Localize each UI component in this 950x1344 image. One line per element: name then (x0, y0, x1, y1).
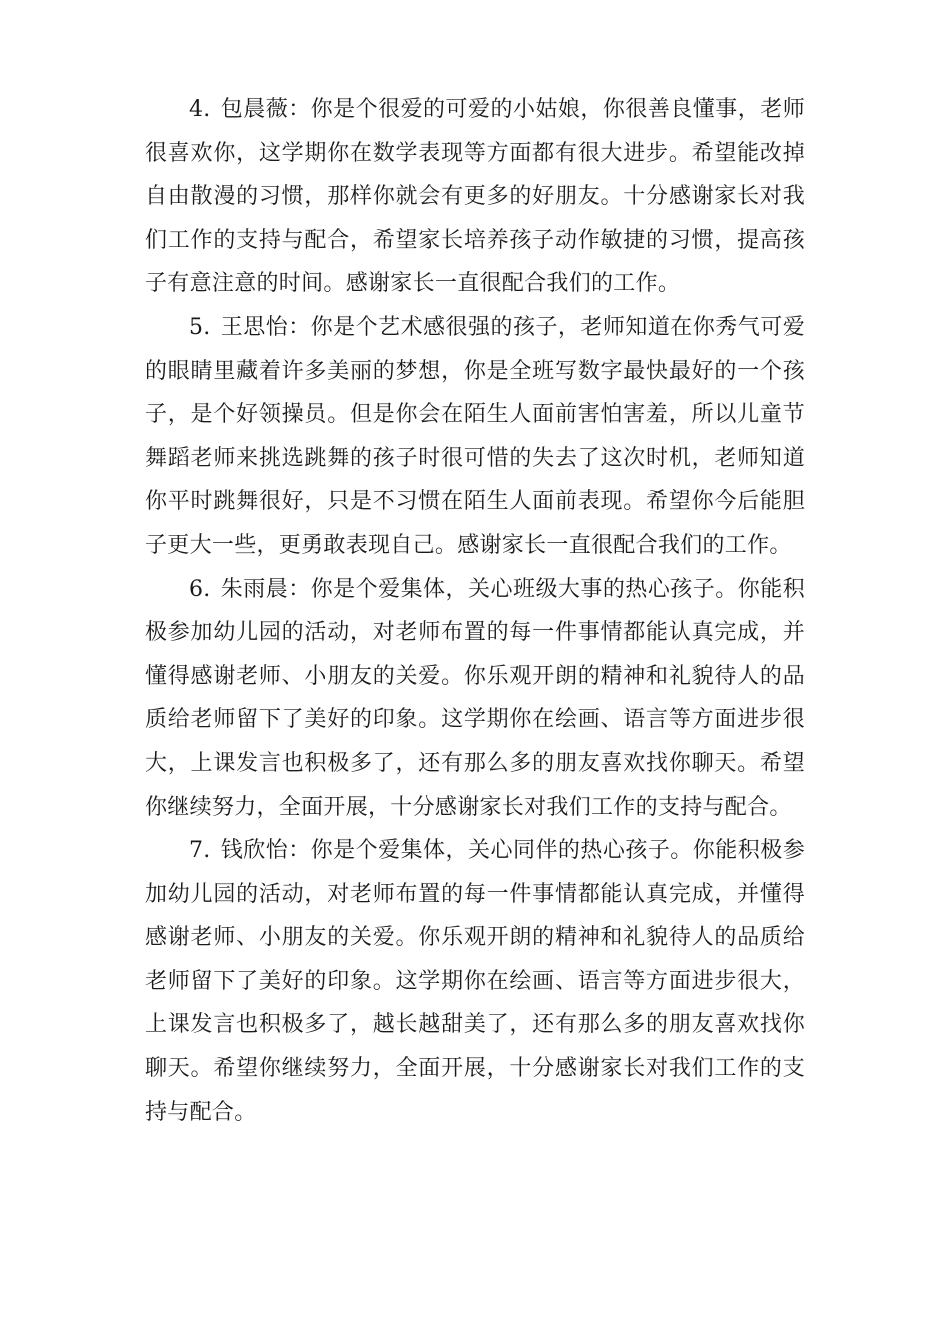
paragraph-text: 朱雨晨：你是个爱集体，关心班级大事的热心孩子。你能积极参加幼儿园的活动，对老师布置的每一件事情都能认真完成，并懂得感谢老师、小朋友的关爱。你乐观开朗的精神和礼貌待人的品质给老师留下了美好的印象。这学期你在绘画、语言等方面进步很大，上课发言也积极多了，还有那么多的朋友喜欢找你聊天。希望你继续努力，全面开展，十分感谢家长对我们工作的支持与配合。 (145, 576, 805, 820)
document-body (145, 88, 805, 1134)
comment-paragraph-7 (145, 829, 805, 1134)
paragraph-text: 钱欣怡：你是个爱集体，关心同伴的热心孩子。你能积极参加幼儿园的活动，对老师布置的每一件事情都能认真完成，并懂得感谢老师、小朋友的关爱。你乐观开朗的精神和礼貌待人的品质给老师留下了美好的印象。这学期你在绘画、语言等方面进步很大，上课发言也积极多了，越长越甜美了，还有那么多的朋友喜欢找你聊天。希望你继续努力，全面开展，十分感谢家长对我们工作的支持与配合。 (145, 838, 805, 1125)
paragraph-number: 4. (189, 97, 211, 122)
comment-paragraph-4 (145, 88, 805, 306)
paragraph-number: 6. (189, 576, 211, 602)
comment-paragraph-6 (145, 568, 805, 830)
paragraph-number: 7. (189, 838, 211, 864)
paragraph-number: 5. (189, 314, 211, 340)
comment-paragraph-5 (145, 306, 805, 568)
paragraph-text: 包晨薇：你是个很爱的可爱的小姑娘，你很善良懂事，老师很喜欢你，这学期你在数学表现等方面都有很大进步。希望能改掉自由散漫的习惯，那样你就会有更多的好朋友。十分感谢家长对我们工作的支持与配合，希望家长培养孩子动作敏捷的习惯，提高孩子有意注意的时间。感谢家长一直很配合我们的工作。 (145, 97, 805, 297)
paragraph-text: 王思怡：你是个艺术感很强的孩子，老师知道在你秀气可爱的眼睛里藏着许多美丽的梦想，你是全班写数字最快最好的一个孩子，是个好领操员。但是你会在陌生人面前害怕害羞，所以儿童节舞蹈老师来挑选跳舞的孩子时很可惜的失去了这次时机，老师知道你平时跳舞很好，只是不习惯在陌生人面前表现。希望你今后能胆子更大一些，更勇敢表现自己。感谢家长一直很配合我们的工作。 (145, 314, 805, 558)
